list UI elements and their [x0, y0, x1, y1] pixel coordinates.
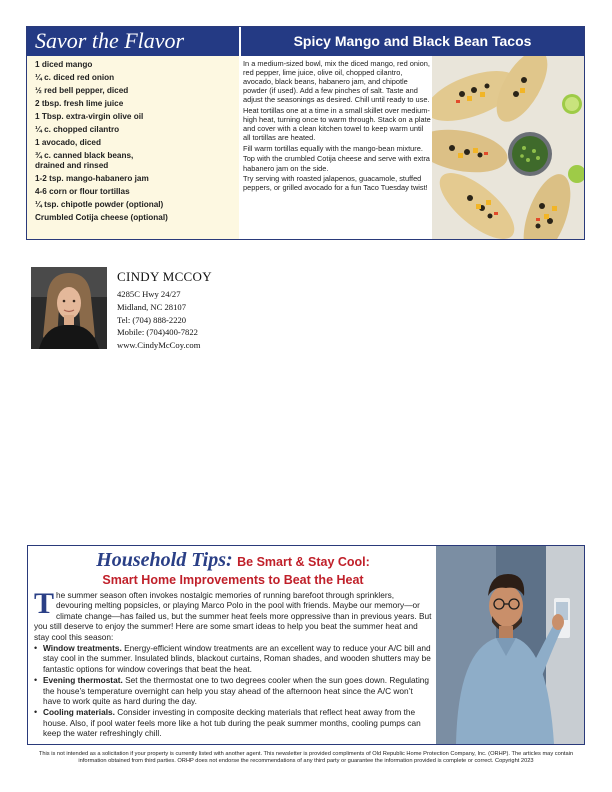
recipe-title: Spicy Mango and Black Bean Tacos	[293, 33, 532, 49]
ingredient-line: drained and rinsed	[35, 161, 109, 170]
recipe-section	[26, 26, 585, 240]
section-title: Savor the Flavor	[35, 28, 185, 53]
ingredient	[35, 151, 231, 171]
direction-paragraph: Try serving with roasted jalapenos, guacamole, stuffed peppers, or grilled avocado for a fun Taco Tuesday twist!	[243, 174, 428, 193]
ingredient: Crumbled Cotija cheese (optional)	[35, 213, 168, 222]
tip-bullet	[34, 707, 432, 738]
ingredient: 1 Tbsp. extra-virgin olive oil	[35, 112, 144, 121]
tip-heading: Cooling materials.	[43, 707, 115, 718]
tacos-photo	[432, 56, 584, 239]
drop-cap: T	[34, 587, 55, 620]
tips-headline: Smart Home Improvements to Beat the Heat	[102, 573, 364, 587]
tips-content	[34, 549, 432, 739]
tips-intro	[34, 587, 432, 642]
agent-address-line: Midland, NC 28107	[117, 301, 186, 312]
recipe-header	[27, 27, 584, 56]
agent-website[interactable]: www.CindyMcCoy.com	[117, 340, 201, 351]
ingredient-line: ¾ c. canned black beans,	[35, 151, 134, 160]
ingredient: ¼ c. chopped cilantro	[35, 125, 120, 134]
tip-heading: Window treatments.	[43, 643, 122, 654]
tip-bullet	[34, 643, 432, 674]
direction-paragraph: Top with the crumbled Cotija cheese and serve with extra habanero jam on the side.	[243, 154, 430, 173]
agent-address-line: 4285C Hwy 24/27	[117, 289, 181, 299]
ingredient: ¼ c. diced red onion	[35, 73, 115, 82]
thermostat-photo	[436, 546, 585, 744]
tip-text: Energy-efficient window treatments are an excellent way to reduce your A/C bill and stay cool in the summer. Insulated blinds, blackout curtains, Roman shades, and wooden shutters may be fantastic options for window coverings that beat the heat.	[43, 643, 431, 674]
tip-text: Set the thermostat one to two degrees cooler when the sun goes down. Regulating the house’s temperature overnight can help you stay ahead of the afternoon heat since the A/C won’t have to work quite as hard during the day.	[43, 675, 430, 707]
tip-text: Consider investing in composite decking materials that reflect heat away from the house. Also, if pool water feels more like a hot tub during the peak summer months, cooling pumps can keep the water refreshingly chill.	[43, 707, 421, 739]
ingredient: ¼ tsp. chipotle powder (optional)	[35, 200, 164, 209]
tips-title-row	[34, 549, 432, 572]
tip-bullet	[34, 675, 432, 706]
agent-name: CINDY MCCOY	[117, 269, 212, 284]
tip-heading: Evening thermostat.	[43, 675, 123, 686]
recipe-directions	[243, 59, 431, 194]
direction-paragraph: Fill warm tortillas equally with the mango-bean mixture.	[243, 143, 423, 153]
ingredient: 1 avocado, diced	[35, 138, 101, 147]
ingredient: ½ red bell pepper, diced	[35, 86, 129, 95]
ingredient: 2 tbsp. fresh lime juice	[35, 99, 124, 108]
agent-contact	[117, 269, 212, 352]
agent-phone: Tel: (704) 888-2220	[117, 314, 187, 325]
direction-paragraph: In a medium-sized bowl, mix the diced mango, red onion, red pepper, lime juice, olive oil, chopped cilantro, avocado, black beans, habanero jam, and chipotle powder (if used). Add a few pinches of salt. Taste and adjust the seasonings as desired. Chill until ready to use.	[243, 59, 430, 105]
intro-text: he summer season often invokes nostalgic memories of running barefoot through sprinklers, devouring melting popsicles, or playing Marco Polo in the pool with friends. Maybe our memory—or climate change—has failed us, but the summer heat feels more oppressive than in previous years. But you still deserve to enjoy the summer! Here are some smart ideas to help you beat the summer heat and stay cool this season:	[34, 590, 432, 642]
direction-paragraph: Heat tortillas one at a time in a small skillet over medium-high heat, turning once to warm through. Stack on a plate and cover with a clean kitchen towel to keep warm until all tortillas are heated.	[243, 105, 431, 143]
tips-subtitle: Be Smart & Stay Cool:	[237, 555, 370, 569]
tips-title: Household Tips:	[96, 549, 233, 571]
ingredient: 1-2 tsp. mango-habanero jam	[35, 174, 149, 183]
household-tips-section	[27, 545, 585, 745]
ingredient: 1 diced mango	[35, 60, 93, 69]
agent-mobile: Mobile: (704)400-7822	[117, 327, 198, 338]
footer-disclaimer: This is not intended as a solicitation if your property is currently listed with another agent. This newsletter is provided compliments of Old Republic Home Protection Company, Inc. (ORHP). The articles may contain information obtained from third parties. ORHP does not endorse the recommendations of any third party or guarantee the information provided is complete or correct. Copyright 2023	[38, 751, 574, 765]
ingredients-list	[27, 56, 239, 239]
ingredient: 4-6 corn or flour tortillas	[35, 187, 130, 196]
agent-photo	[31, 267, 107, 349]
